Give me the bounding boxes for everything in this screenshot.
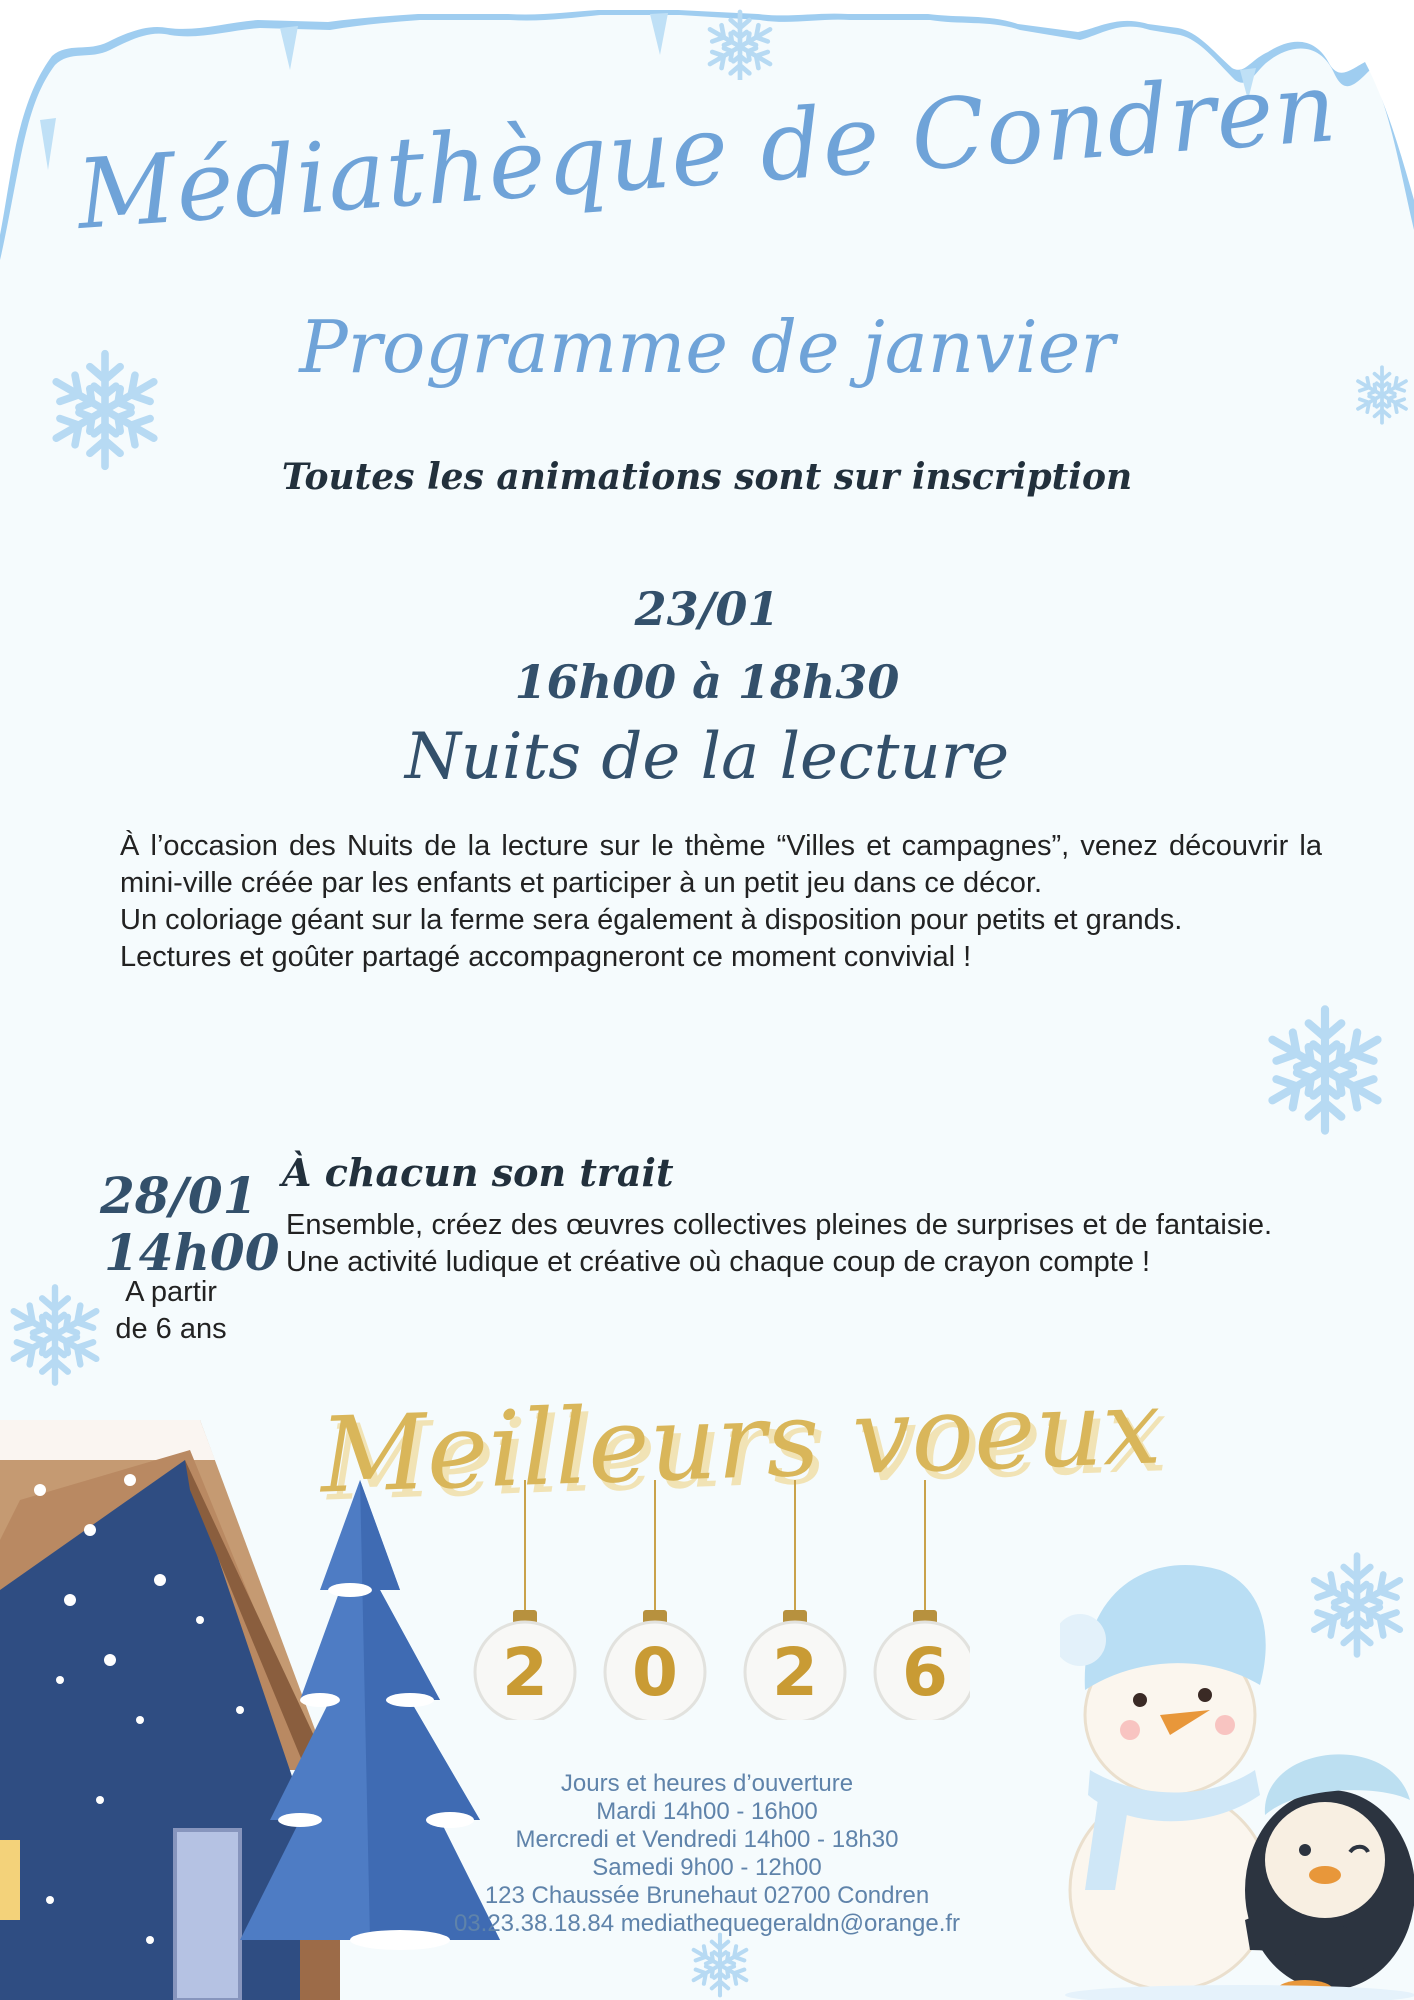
opening-hours [0, 1770, 1414, 1938]
footer-line: Mercredi et Vendredi 14h00 - 18h30 [515, 1826, 899, 1853]
year-digit: 0 [632, 1634, 678, 1711]
event2-title: À chacun son trait [282, 1150, 674, 1195]
event2-date: 28/01 [100, 1166, 258, 1225]
year-digit: 6 [902, 1634, 948, 1711]
christmas-bauble-icon [605, 1610, 705, 1720]
greeting-title: Meilleurs voeux [318, 1365, 1163, 1517]
christmas-bauble-icon [745, 1610, 845, 1720]
registration-notice: Toutes les animations sont sur inscription [281, 456, 1133, 498]
event1-date: 23/01 [634, 582, 780, 636]
christmas-bauble-icon [475, 1610, 575, 1720]
event1-paragraph: Lectures et goûter partagé accompagneront ce moment convivial ! [120, 941, 972, 973]
year-digit: 2 [502, 1634, 548, 1711]
event2-age [96, 1274, 246, 1348]
event2-age-line: A partir [125, 1276, 217, 1308]
christmas-bauble-icon [875, 1610, 970, 1720]
year-digit: 2 [772, 1634, 818, 1711]
event1-paragraph: À l’occasion des Nuits de la lecture sur le thème “Villes et campagnes”, venez découvrir la mini-ville créée par les enfants et participer à un petit jeu dans ce décor. [120, 830, 1322, 899]
event1-time: 16h00 à 18h30 [514, 655, 900, 709]
event1-paragraph: Un coloriage géant sur la ferme sera également à disposition pour petits et grands. [120, 904, 1183, 936]
event1-description [120, 828, 1322, 976]
year-baubles [470, 1480, 970, 1720]
event2-time: 14h00 [104, 1223, 280, 1282]
footer-line: Samedi 9h00 - 12h00 [592, 1854, 822, 1881]
footer-line: Jours et heures d’ouverture [560, 1770, 854, 1797]
event1-title: Nuits de la lecture [404, 720, 1010, 794]
program-title: Programme de janvier [299, 305, 1115, 389]
footer-contact: 03.23.38.18.84 mediathequegeraldn@orange.fr [453, 1910, 961, 1937]
event2-age-line: de 6 ans [115, 1313, 227, 1345]
snowflake-icon [665, 1930, 775, 2000]
snowflake-icon [680, 0, 800, 80]
event2-description: Ensemble, créez des œuvres collectives pleines de surprises et de fantaisie. Une activité ludique et créative où chaque coup de crayon compte ! [286, 1209, 1272, 1278]
footer-address: 123 Chaussée Brunehaut 02700 Condren [484, 1882, 930, 1909]
footer-line: Mardi 14h00 - 16h00 [596, 1798, 818, 1825]
library-title: Médiathèque de Condren [73, 51, 1341, 251]
snowflake-icon [1255, 995, 1395, 1145]
